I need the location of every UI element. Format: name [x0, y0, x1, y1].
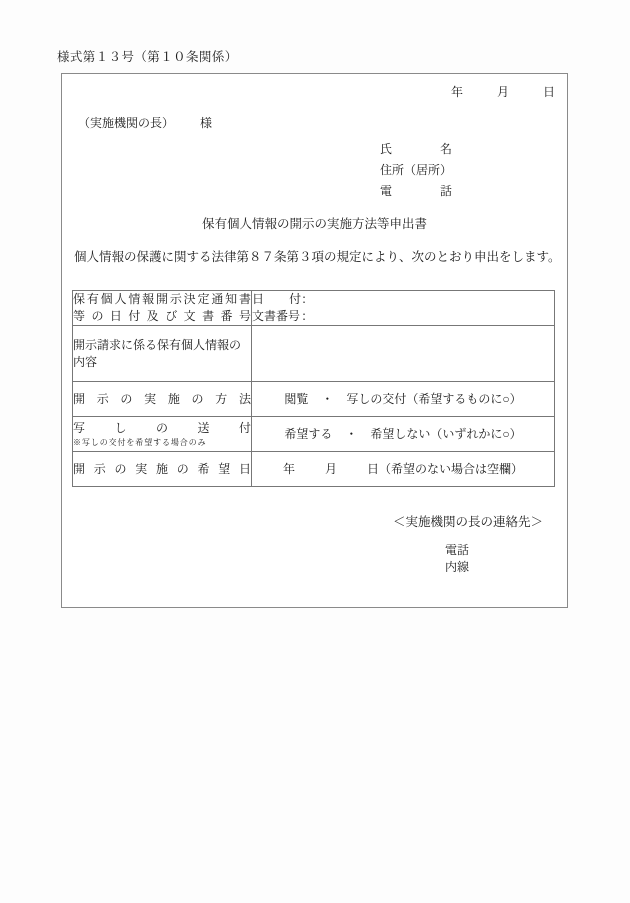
- application-table: [72, 290, 555, 487]
- row-value-request-content[interactable]: [252, 326, 555, 382]
- preferred-date-instruction: （希望のない場合は空欄）: [379, 461, 524, 476]
- row-label-line-1: 開示の実施の希望日: [73, 461, 251, 476]
- row-label-request-content: [73, 326, 252, 382]
- option-copy-delivery[interactable]: 写しの交付: [346, 391, 407, 406]
- applicant-field-address: [380, 160, 452, 181]
- applicant-field-phone: [380, 181, 452, 202]
- row-value-disclosure-method[interactable]: [252, 382, 555, 417]
- row-label-line-2: 内容: [73, 354, 98, 369]
- row-label-notice-date-number: [73, 291, 252, 326]
- row-label-line-1: 写しの送付: [73, 421, 251, 435]
- document-number-key: 文書番号: [252, 309, 301, 323]
- date-line: [451, 83, 555, 100]
- option-separator: ・: [345, 426, 358, 441]
- row-label-line-1: 開示の実施の方法: [73, 391, 251, 406]
- row-value-preferred-date[interactable]: [252, 452, 555, 487]
- row-label-preferred-date: [73, 452, 252, 487]
- preferred-date-year-label: 年: [282, 461, 295, 476]
- contact-block: [62, 512, 543, 576]
- applicant-address-label: 住所（居所）: [380, 163, 453, 177]
- row-label-copy-mailing: [73, 417, 252, 452]
- field-notice-date[interactable]: [252, 291, 554, 308]
- contact-lines: [445, 542, 469, 576]
- row-label-line-1: 保有個人情報開示決定通知書: [73, 292, 251, 306]
- table-row-preferred-date: [73, 452, 555, 487]
- row-label-line-1: 開示請求に係る保有個人情報の: [73, 337, 242, 352]
- contact-extension-label: 内線: [444, 560, 469, 574]
- row-label-note: ※写しの交付を希望する場合のみ: [73, 438, 207, 447]
- preferred-date-day-label: 日: [367, 461, 380, 476]
- table-row-copy-mailing: [73, 417, 555, 452]
- applicant-field-name: [380, 139, 452, 160]
- option-not-want[interactable]: 希望しない: [370, 426, 431, 441]
- copy-mailing-instruction: （いずれかに○）: [430, 426, 522, 441]
- date-month-label: 月: [496, 85, 509, 99]
- notice-date-separator: ：: [301, 292, 314, 306]
- applicant-fields: [380, 139, 452, 202]
- table-row-request-content: [73, 326, 555, 382]
- addressee-line: [78, 114, 212, 131]
- date-year-label: 年: [450, 85, 463, 99]
- date-day-label: 日: [542, 85, 555, 99]
- document-title: 保有個人情報の開示の実施方法等申出書: [201, 217, 427, 231]
- preferred-date-month-label: 月: [324, 461, 337, 476]
- row-value-copy-mailing[interactable]: [252, 417, 555, 452]
- option-want[interactable]: 希望する: [284, 426, 333, 441]
- disclosure-method-instruction: （希望するものに○）: [406, 391, 522, 406]
- contact-phone-label: 電話: [444, 543, 469, 557]
- table-row-notice-date-number: [73, 291, 555, 326]
- notice-date-key: 日付: [252, 292, 302, 306]
- option-separator: ・: [321, 391, 334, 406]
- form-number: 様式第１３号（第１０条関係）: [57, 50, 238, 64]
- document-number-separator: ：: [301, 309, 314, 323]
- legal-statement: 個人情報の保護に関する法律第８７条第３項の規定により、次のとおり申出をします。: [74, 250, 561, 264]
- addressee-honorific: 様: [200, 116, 213, 130]
- applicant-phone-label: 電話: [380, 184, 452, 198]
- form-page-frame: [61, 73, 568, 608]
- row-label-line-2: 等の日付及び文書番号: [73, 309, 251, 323]
- table-row-disclosure-method: [73, 382, 555, 417]
- contact-heading: ＜実施機関の長の連絡先＞: [392, 515, 543, 529]
- row-label-disclosure-method: [73, 382, 252, 417]
- addressee-label: （実施機関の長）: [78, 116, 175, 130]
- row-value-notice-date-number[interactable]: [252, 291, 555, 326]
- option-inspection[interactable]: 閲覧: [284, 391, 309, 406]
- applicant-name-label: 氏名: [380, 142, 452, 156]
- field-document-number[interactable]: [252, 308, 554, 325]
